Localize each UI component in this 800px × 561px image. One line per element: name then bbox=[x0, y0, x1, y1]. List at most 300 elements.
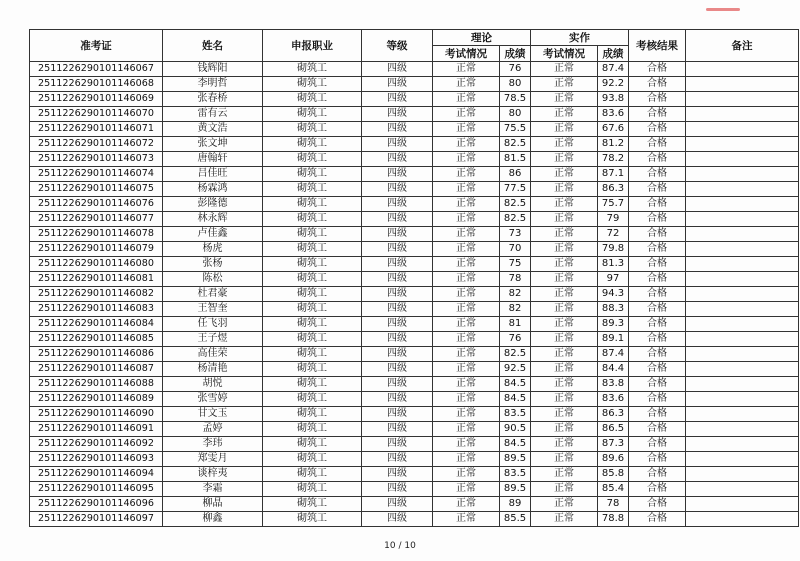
practice-score-cell: 83.8 bbox=[598, 377, 629, 392]
result-cell: 合格 bbox=[629, 467, 686, 482]
level-cell: 四级 bbox=[362, 77, 433, 92]
practice-status-cell: 正常 bbox=[531, 347, 598, 362]
level-cell: 四级 bbox=[362, 182, 433, 197]
result-cell: 合格 bbox=[629, 107, 686, 122]
theory-status-cell: 正常 bbox=[433, 287, 500, 302]
table-row bbox=[30, 512, 799, 527]
practice-score-cell: 78 bbox=[598, 497, 629, 512]
table-row bbox=[30, 92, 799, 107]
practice-status-cell: 正常 bbox=[531, 512, 598, 527]
level-cell: 四级 bbox=[362, 362, 433, 377]
level-cell: 四级 bbox=[362, 437, 433, 452]
exam-no-cell: 2511226290101146077 bbox=[30, 212, 163, 227]
theory-status-cell: 正常 bbox=[433, 422, 500, 437]
name-cell: 甘文玉 bbox=[163, 407, 263, 422]
occupation-cell: 砌筑工 bbox=[263, 167, 362, 182]
result-cell: 合格 bbox=[629, 362, 686, 377]
level-cell: 四级 bbox=[362, 467, 433, 482]
result-cell: 合格 bbox=[629, 92, 686, 107]
exam-no-cell: 2511226290101146084 bbox=[30, 317, 163, 332]
table-row bbox=[30, 302, 799, 317]
occupation-cell: 砌筑工 bbox=[263, 317, 362, 332]
occupation-cell: 砌筑工 bbox=[263, 212, 362, 227]
occupation-cell: 砌筑工 bbox=[263, 452, 362, 467]
exam-no-cell: 2511226290101146073 bbox=[30, 152, 163, 167]
practice-score-cell: 87.1 bbox=[598, 167, 629, 182]
practice-score-cell: 84.4 bbox=[598, 362, 629, 377]
theory-score-cell: 73 bbox=[500, 227, 531, 242]
practice-score-cell: 89.1 bbox=[598, 332, 629, 347]
exam-no-cell: 2511226290101146080 bbox=[30, 257, 163, 272]
theory-status-cell: 正常 bbox=[433, 272, 500, 287]
occupation-cell: 砌筑工 bbox=[263, 152, 362, 167]
result-cell: 合格 bbox=[629, 62, 686, 77]
exam-no-cell: 2511226290101146071 bbox=[30, 122, 163, 137]
remark-cell bbox=[686, 497, 799, 512]
remark-cell bbox=[686, 212, 799, 227]
occupation-cell: 砌筑工 bbox=[263, 137, 362, 152]
occupation-cell: 砌筑工 bbox=[263, 407, 362, 422]
occupation-cell: 砌筑工 bbox=[263, 122, 362, 137]
remark-cell bbox=[686, 287, 799, 302]
theory-score-cell: 85.5 bbox=[500, 512, 531, 527]
result-cell: 合格 bbox=[629, 287, 686, 302]
remark-cell bbox=[686, 167, 799, 182]
remark-cell bbox=[686, 92, 799, 107]
occupation-cell: 砌筑工 bbox=[263, 437, 362, 452]
practice-score-cell: 83.6 bbox=[598, 107, 629, 122]
level-cell: 四级 bbox=[362, 452, 433, 467]
page-number: 10 / 10 bbox=[384, 541, 416, 551]
practice-score-cell: 79.8 bbox=[598, 242, 629, 257]
practice-status-cell: 正常 bbox=[531, 437, 598, 452]
header-remark: 备注 bbox=[686, 30, 799, 62]
exam-no-cell: 2511226290101146087 bbox=[30, 362, 163, 377]
occupation-cell: 砌筑工 bbox=[263, 392, 362, 407]
theory-score-cell: 77.5 bbox=[500, 182, 531, 197]
occupation-cell: 砌筑工 bbox=[263, 242, 362, 257]
level-cell: 四级 bbox=[362, 107, 433, 122]
score-table bbox=[29, 29, 799, 527]
theory-status-cell: 正常 bbox=[433, 242, 500, 257]
table-row bbox=[30, 167, 799, 182]
practice-status-cell: 正常 bbox=[531, 452, 598, 467]
theory-status-cell: 正常 bbox=[433, 362, 500, 377]
level-cell: 四级 bbox=[362, 197, 433, 212]
theory-score-cell: 82.5 bbox=[500, 197, 531, 212]
practice-status-cell: 正常 bbox=[531, 467, 598, 482]
name-cell: 王智奎 bbox=[163, 302, 263, 317]
exam-no-cell: 2511226290101146090 bbox=[30, 407, 163, 422]
theory-status-cell: 正常 bbox=[433, 197, 500, 212]
remark-cell bbox=[686, 242, 799, 257]
level-cell: 四级 bbox=[362, 272, 433, 287]
theory-score-cell: 82.5 bbox=[500, 137, 531, 152]
result-cell: 合格 bbox=[629, 317, 686, 332]
theory-score-cell: 84.5 bbox=[500, 437, 531, 452]
name-cell: 胡悦 bbox=[163, 377, 263, 392]
name-cell: 卢佳鑫 bbox=[163, 227, 263, 242]
name-cell: 黄文浩 bbox=[163, 122, 263, 137]
occupation-cell: 砌筑工 bbox=[263, 362, 362, 377]
occupation-cell: 砌筑工 bbox=[263, 302, 362, 317]
level-cell: 四级 bbox=[362, 257, 433, 272]
theory-score-cell: 82.5 bbox=[500, 347, 531, 362]
level-cell: 四级 bbox=[362, 137, 433, 152]
exam-no-cell: 2511226290101146092 bbox=[30, 437, 163, 452]
name-cell: 杨霖鸿 bbox=[163, 182, 263, 197]
exam-no-cell: 2511226290101146082 bbox=[30, 287, 163, 302]
table-row bbox=[30, 452, 799, 467]
table-row bbox=[30, 392, 799, 407]
remark-cell bbox=[686, 407, 799, 422]
theory-score-cell: 82 bbox=[500, 302, 531, 317]
name-cell: 杨清艳 bbox=[163, 362, 263, 377]
theory-status-cell: 正常 bbox=[433, 392, 500, 407]
remark-cell bbox=[686, 482, 799, 497]
result-cell: 合格 bbox=[629, 422, 686, 437]
remark-cell bbox=[686, 347, 799, 362]
theory-score-cell: 89 bbox=[500, 497, 531, 512]
theory-score-cell: 82 bbox=[500, 287, 531, 302]
header-theory-status: 考试情况 bbox=[433, 46, 500, 62]
level-cell: 四级 bbox=[362, 227, 433, 242]
theory-score-cell: 90.5 bbox=[500, 422, 531, 437]
table-row bbox=[30, 437, 799, 452]
remark-cell bbox=[686, 467, 799, 482]
table-row bbox=[30, 467, 799, 482]
exam-no-cell: 2511226290101146075 bbox=[30, 182, 163, 197]
table-row bbox=[30, 122, 799, 137]
theory-status-cell: 正常 bbox=[433, 377, 500, 392]
table-row bbox=[30, 377, 799, 392]
theory-score-cell: 76 bbox=[500, 62, 531, 77]
result-cell: 合格 bbox=[629, 167, 686, 182]
practice-status-cell: 正常 bbox=[531, 242, 598, 257]
practice-score-cell: 75.7 bbox=[598, 197, 629, 212]
remark-cell bbox=[686, 272, 799, 287]
header-practice: 实作 bbox=[531, 30, 629, 46]
level-cell: 四级 bbox=[362, 332, 433, 347]
practice-status-cell: 正常 bbox=[531, 392, 598, 407]
remark-cell bbox=[686, 362, 799, 377]
practice-status-cell: 正常 bbox=[531, 197, 598, 212]
practice-status-cell: 正常 bbox=[531, 182, 598, 197]
name-cell: 任飞羽 bbox=[163, 317, 263, 332]
remark-cell bbox=[686, 197, 799, 212]
level-cell: 四级 bbox=[362, 512, 433, 527]
occupation-cell: 砌筑工 bbox=[263, 197, 362, 212]
practice-status-cell: 正常 bbox=[531, 377, 598, 392]
practice-score-cell: 89.6 bbox=[598, 452, 629, 467]
table-row bbox=[30, 137, 799, 152]
practice-status-cell: 正常 bbox=[531, 272, 598, 287]
practice-status-cell: 正常 bbox=[531, 317, 598, 332]
name-cell: 李玮 bbox=[163, 437, 263, 452]
occupation-cell: 砌筑工 bbox=[263, 92, 362, 107]
level-cell: 四级 bbox=[362, 422, 433, 437]
practice-score-cell: 85.4 bbox=[598, 482, 629, 497]
theory-status-cell: 正常 bbox=[433, 407, 500, 422]
level-cell: 四级 bbox=[362, 167, 433, 182]
table-row bbox=[30, 77, 799, 92]
result-cell: 合格 bbox=[629, 407, 686, 422]
theory-score-cell: 78.5 bbox=[500, 92, 531, 107]
level-cell: 四级 bbox=[362, 122, 433, 137]
level-cell: 四级 bbox=[362, 392, 433, 407]
name-cell: 钱辉阳 bbox=[163, 62, 263, 77]
remark-cell bbox=[686, 62, 799, 77]
practice-status-cell: 正常 bbox=[531, 407, 598, 422]
level-cell: 四级 bbox=[362, 92, 433, 107]
result-cell: 合格 bbox=[629, 182, 686, 197]
table-row bbox=[30, 347, 799, 362]
practice-status-cell: 正常 bbox=[531, 287, 598, 302]
table-row bbox=[30, 242, 799, 257]
theory-score-cell: 81 bbox=[500, 317, 531, 332]
practice-status-cell: 正常 bbox=[531, 332, 598, 347]
theory-score-cell: 80 bbox=[500, 107, 531, 122]
header-name: 姓名 bbox=[163, 30, 263, 62]
theory-score-cell: 78 bbox=[500, 272, 531, 287]
name-cell: 孟婷 bbox=[163, 422, 263, 437]
theory-status-cell: 正常 bbox=[433, 62, 500, 77]
table-row bbox=[30, 272, 799, 287]
table-row bbox=[30, 287, 799, 302]
practice-status-cell: 正常 bbox=[531, 167, 598, 182]
result-cell: 合格 bbox=[629, 452, 686, 467]
level-cell: 四级 bbox=[362, 497, 433, 512]
result-cell: 合格 bbox=[629, 272, 686, 287]
theory-status-cell: 正常 bbox=[433, 77, 500, 92]
name-cell: 陈松 bbox=[163, 272, 263, 287]
theory-status-cell: 正常 bbox=[433, 227, 500, 242]
name-cell: 柳晶 bbox=[163, 497, 263, 512]
exam-no-cell: 2511226290101146088 bbox=[30, 377, 163, 392]
name-cell: 彭隆德 bbox=[163, 197, 263, 212]
header-theory: 理论 bbox=[433, 30, 531, 46]
practice-status-cell: 正常 bbox=[531, 107, 598, 122]
level-cell: 四级 bbox=[362, 407, 433, 422]
practice-status-cell: 正常 bbox=[531, 227, 598, 242]
result-cell: 合格 bbox=[629, 347, 686, 362]
remark-cell bbox=[686, 437, 799, 452]
header-level: 等级 bbox=[362, 30, 433, 62]
name-cell: 张雪婷 bbox=[163, 392, 263, 407]
exam-no-cell: 2511226290101146069 bbox=[30, 92, 163, 107]
remark-cell bbox=[686, 137, 799, 152]
occupation-cell: 砌筑工 bbox=[263, 467, 362, 482]
result-cell: 合格 bbox=[629, 242, 686, 257]
table-row bbox=[30, 152, 799, 167]
remark-cell bbox=[686, 257, 799, 272]
level-cell: 四级 bbox=[362, 377, 433, 392]
practice-status-cell: 正常 bbox=[531, 212, 598, 227]
exam-no-cell: 2511226290101146081 bbox=[30, 272, 163, 287]
exam-no-cell: 2511226290101146096 bbox=[30, 497, 163, 512]
name-cell: 王子煜 bbox=[163, 332, 263, 347]
occupation-cell: 砌筑工 bbox=[263, 377, 362, 392]
red-ink-mark bbox=[706, 8, 740, 11]
name-cell: 李明哲 bbox=[163, 77, 263, 92]
remark-cell bbox=[686, 512, 799, 527]
name-cell: 李霜 bbox=[163, 482, 263, 497]
occupation-cell: 砌筑工 bbox=[263, 77, 362, 92]
result-cell: 合格 bbox=[629, 122, 686, 137]
table-row bbox=[30, 227, 799, 242]
occupation-cell: 砌筑工 bbox=[263, 482, 362, 497]
exam-no-cell: 2511226290101146068 bbox=[30, 77, 163, 92]
result-cell: 合格 bbox=[629, 137, 686, 152]
theory-status-cell: 正常 bbox=[433, 107, 500, 122]
result-cell: 合格 bbox=[629, 212, 686, 227]
theory-status-cell: 正常 bbox=[433, 497, 500, 512]
theory-status-cell: 正常 bbox=[433, 332, 500, 347]
result-cell: 合格 bbox=[629, 227, 686, 242]
theory-status-cell: 正常 bbox=[433, 467, 500, 482]
name-cell: 杜君豪 bbox=[163, 287, 263, 302]
table-row bbox=[30, 212, 799, 227]
occupation-cell: 砌筑工 bbox=[263, 422, 362, 437]
table-row bbox=[30, 332, 799, 347]
name-cell: 郑雯月 bbox=[163, 452, 263, 467]
name-cell: 高佳荣 bbox=[163, 347, 263, 362]
table-row bbox=[30, 422, 799, 437]
theory-score-cell: 80 bbox=[500, 77, 531, 92]
table-row bbox=[30, 482, 799, 497]
result-cell: 合格 bbox=[629, 302, 686, 317]
practice-status-cell: 正常 bbox=[531, 62, 598, 77]
exam-no-cell: 2511226290101146083 bbox=[30, 302, 163, 317]
result-cell: 合格 bbox=[629, 512, 686, 527]
remark-cell bbox=[686, 107, 799, 122]
theory-score-cell: 83.5 bbox=[500, 467, 531, 482]
theory-score-cell: 84.5 bbox=[500, 377, 531, 392]
practice-status-cell: 正常 bbox=[531, 122, 598, 137]
practice-status-cell: 正常 bbox=[531, 362, 598, 377]
header-occupation: 申报职业 bbox=[263, 30, 362, 62]
name-cell: 柳鑫 bbox=[163, 512, 263, 527]
practice-score-cell: 94.3 bbox=[598, 287, 629, 302]
exam-no-cell: 2511226290101146085 bbox=[30, 332, 163, 347]
practice-score-cell: 92.2 bbox=[598, 77, 629, 92]
practice-score-cell: 78.8 bbox=[598, 512, 629, 527]
exam-no-cell: 2511226290101146076 bbox=[30, 197, 163, 212]
occupation-cell: 砌筑工 bbox=[263, 227, 362, 242]
occupation-cell: 砌筑工 bbox=[263, 62, 362, 77]
theory-score-cell: 86 bbox=[500, 167, 531, 182]
practice-score-cell: 81.3 bbox=[598, 257, 629, 272]
remark-cell bbox=[686, 227, 799, 242]
practice-score-cell: 83.6 bbox=[598, 392, 629, 407]
name-cell: 林永辉 bbox=[163, 212, 263, 227]
theory-score-cell: 89.5 bbox=[500, 452, 531, 467]
name-cell: 谈梓夷 bbox=[163, 467, 263, 482]
result-cell: 合格 bbox=[629, 77, 686, 92]
remark-cell bbox=[686, 452, 799, 467]
theory-score-cell: 84.5 bbox=[500, 392, 531, 407]
practice-status-cell: 正常 bbox=[531, 152, 598, 167]
table-row bbox=[30, 182, 799, 197]
exam-no-cell: 2511226290101146089 bbox=[30, 392, 163, 407]
level-cell: 四级 bbox=[362, 287, 433, 302]
result-cell: 合格 bbox=[629, 197, 686, 212]
occupation-cell: 砌筑工 bbox=[263, 107, 362, 122]
practice-score-cell: 86.3 bbox=[598, 182, 629, 197]
practice-score-cell: 67.6 bbox=[598, 122, 629, 137]
theory-status-cell: 正常 bbox=[433, 182, 500, 197]
practice-score-cell: 88.3 bbox=[598, 302, 629, 317]
name-cell: 唐翰轩 bbox=[163, 152, 263, 167]
practice-score-cell: 79 bbox=[598, 212, 629, 227]
occupation-cell: 砌筑工 bbox=[263, 497, 362, 512]
theory-score-cell: 70 bbox=[500, 242, 531, 257]
table-row bbox=[30, 407, 799, 422]
name-cell: 张杨 bbox=[163, 257, 263, 272]
exam-no-cell: 2511226290101146086 bbox=[30, 347, 163, 362]
practice-score-cell: 78.2 bbox=[598, 152, 629, 167]
result-cell: 合格 bbox=[629, 392, 686, 407]
practice-score-cell: 72 bbox=[598, 227, 629, 242]
remark-cell bbox=[686, 377, 799, 392]
result-cell: 合格 bbox=[629, 482, 686, 497]
theory-status-cell: 正常 bbox=[433, 122, 500, 137]
theory-status-cell: 正常 bbox=[433, 257, 500, 272]
occupation-cell: 砌筑工 bbox=[263, 347, 362, 362]
remark-cell bbox=[686, 152, 799, 167]
practice-score-cell: 81.2 bbox=[598, 137, 629, 152]
practice-score-cell: 87.3 bbox=[598, 437, 629, 452]
result-cell: 合格 bbox=[629, 377, 686, 392]
table-row bbox=[30, 197, 799, 212]
theory-status-cell: 正常 bbox=[433, 137, 500, 152]
exam-no-cell: 2511226290101146078 bbox=[30, 227, 163, 242]
theory-status-cell: 正常 bbox=[433, 92, 500, 107]
level-cell: 四级 bbox=[362, 62, 433, 77]
result-cell: 合格 bbox=[629, 257, 686, 272]
remark-cell bbox=[686, 332, 799, 347]
theory-score-cell: 81.5 bbox=[500, 152, 531, 167]
theory-score-cell: 75.5 bbox=[500, 122, 531, 137]
table-row bbox=[30, 497, 799, 512]
remark-cell bbox=[686, 122, 799, 137]
theory-score-cell: 89.5 bbox=[500, 482, 531, 497]
level-cell: 四级 bbox=[362, 302, 433, 317]
occupation-cell: 砌筑工 bbox=[263, 287, 362, 302]
table-row bbox=[30, 62, 799, 77]
theory-status-cell: 正常 bbox=[433, 167, 500, 182]
occupation-cell: 砌筑工 bbox=[263, 182, 362, 197]
theory-status-cell: 正常 bbox=[433, 512, 500, 527]
exam-no-cell: 2511226290101146067 bbox=[30, 62, 163, 77]
header-practice-score: 成绩 bbox=[598, 46, 629, 62]
table-row bbox=[30, 257, 799, 272]
result-cell: 合格 bbox=[629, 332, 686, 347]
table-row bbox=[30, 317, 799, 332]
practice-status-cell: 正常 bbox=[531, 77, 598, 92]
exam-no-cell: 2511226290101146093 bbox=[30, 452, 163, 467]
remark-cell bbox=[686, 182, 799, 197]
theory-status-cell: 正常 bbox=[433, 347, 500, 362]
level-cell: 四级 bbox=[362, 242, 433, 257]
theory-status-cell: 正常 bbox=[433, 152, 500, 167]
theory-status-cell: 正常 bbox=[433, 482, 500, 497]
level-cell: 四级 bbox=[362, 482, 433, 497]
result-cell: 合格 bbox=[629, 152, 686, 167]
name-cell: 张春桥 bbox=[163, 92, 263, 107]
exam-no-cell: 2511226290101146097 bbox=[30, 512, 163, 527]
practice-status-cell: 正常 bbox=[531, 137, 598, 152]
